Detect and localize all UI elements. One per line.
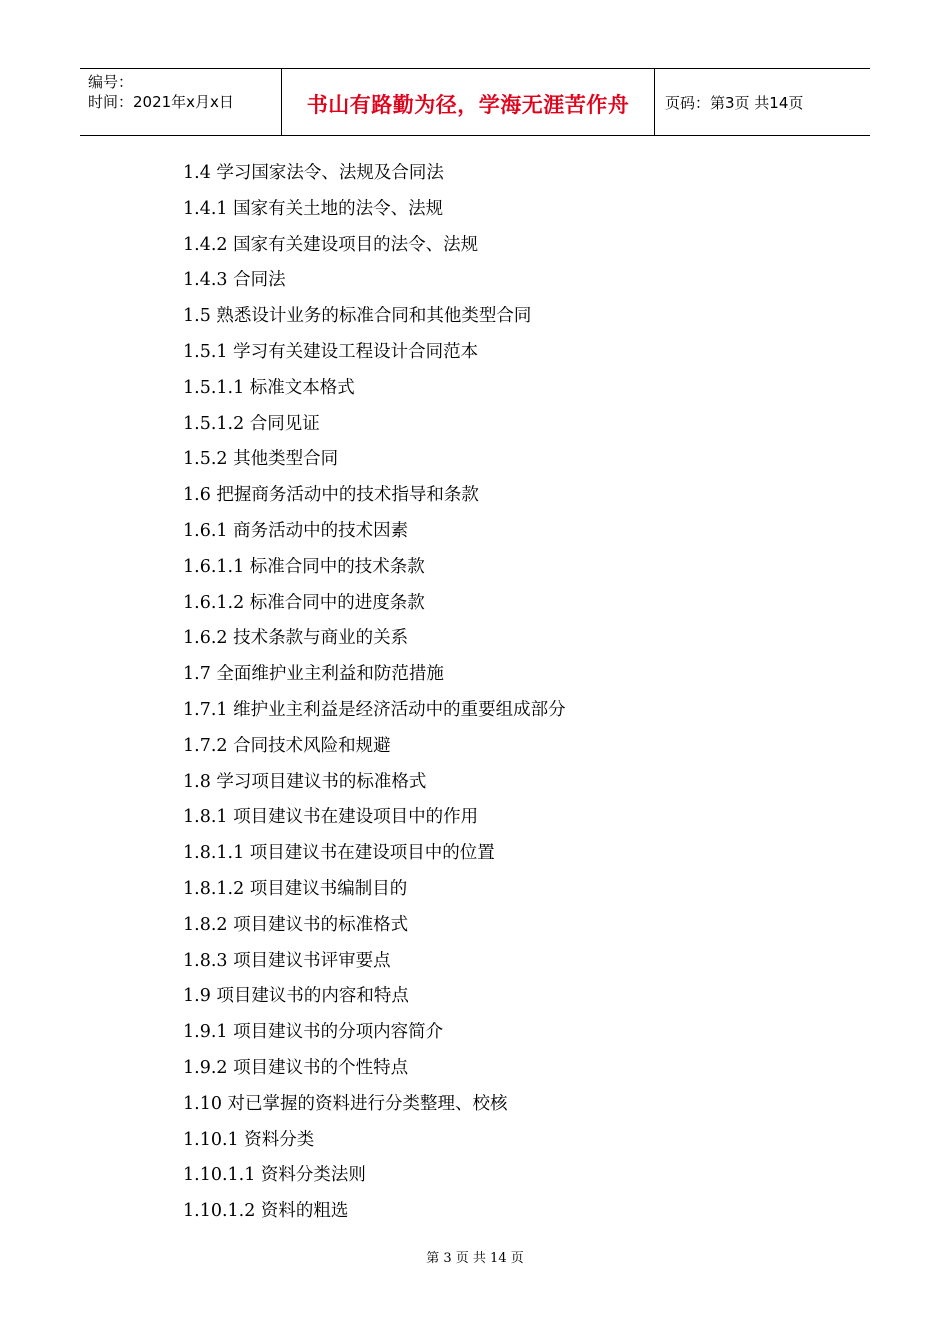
toc-entry: 1.6.1 商务活动中的技术因素 <box>183 520 409 541</box>
table-of-contents <box>183 156 883 1230</box>
toc-entry: 1.6.1.2 标准合同中的进度条款 <box>183 592 425 613</box>
toc-entry: 1.10.1 资料分类 <box>183 1129 315 1150</box>
toc-entry: 1.8.2 项目建议书的标准格式 <box>183 914 409 935</box>
toc-entry: 1.5.2 其他类型合同 <box>183 449 339 470</box>
toc-entry: 1.7.2 合同技术风险和规避 <box>183 735 391 756</box>
toc-entry: 1.10 对已掌握的资料进行分类整理、校核 <box>183 1093 508 1114</box>
header-page-info: 页码：第3页 共14页 <box>665 94 804 112</box>
toc-entry: 1.8.1.1 项目建议书在建设项目中的位置 <box>183 843 495 864</box>
toc-entry: 1.4.1 国家有关土地的法令、法规 <box>183 198 444 219</box>
toc-entry: 1.7 全面维护业主利益和防范措施 <box>183 664 444 685</box>
toc-entry: 1.5 熟悉设计业务的标准合同和其他类型合同 <box>183 306 532 327</box>
toc-entry: 1.8 学习项目建议书的标准格式 <box>183 771 427 792</box>
header-motto: 书山有路勤为径，学海无涯苦作舟 <box>306 93 630 117</box>
toc-entry: 1.6 把握商务活动中的技术指导和条款 <box>183 485 479 506</box>
toc-entry: 1.4.3 合同法 <box>183 270 286 291</box>
toc-entry: 1.5.1 学习有关建设工程设计合同范本 <box>183 341 479 362</box>
toc-entry: 1.8.3 项目建议书评审要点 <box>183 950 391 971</box>
toc-entry: 1.10.1.1 资料分类法则 <box>183 1165 366 1186</box>
header-page-cell <box>655 69 870 135</box>
page-footer: 第 3 页 共 14 页 <box>426 1251 524 1266</box>
toc-entry: 1.5.1.1 标准文本格式 <box>183 377 355 398</box>
number-label: 编号： <box>88 73 134 91</box>
toc-entry: 1.4.2 国家有关建设项目的法令、法规 <box>183 234 479 255</box>
toc-entry: 1.9 项目建议书的内容和特点 <box>183 986 409 1007</box>
header-meta-cell <box>80 69 282 135</box>
toc-entry: 1.5.1.2 合同见证 <box>183 413 320 434</box>
toc-entry: 1.9.1 项目建议书的分项内容简介 <box>183 1022 444 1043</box>
page-header <box>80 68 870 136</box>
toc-entry: 1.4 学习国家法令、法规及合同法 <box>183 163 444 183</box>
toc-entry: 1.8.1.2 项目建议书编制目的 <box>183 878 408 899</box>
toc-entry: 1.10.1.2 资料的粗选 <box>183 1201 349 1222</box>
header-motto-cell <box>282 69 655 135</box>
toc-entry: 1.8.1 项目建议书在建设项目中的作用 <box>183 807 479 828</box>
time-label: 时间：2021年x月x日 <box>88 93 234 111</box>
toc-entry: 1.9.2 项目建议书的个性特点 <box>183 1057 409 1078</box>
toc-entry: 1.7.1 维护业主利益是经济活动中的重要组成部分 <box>183 699 566 720</box>
toc-entry: 1.6.2 技术条款与商业的关系 <box>183 628 409 649</box>
toc-entry: 1.6.1.1 标准合同中的技术条款 <box>183 556 425 577</box>
